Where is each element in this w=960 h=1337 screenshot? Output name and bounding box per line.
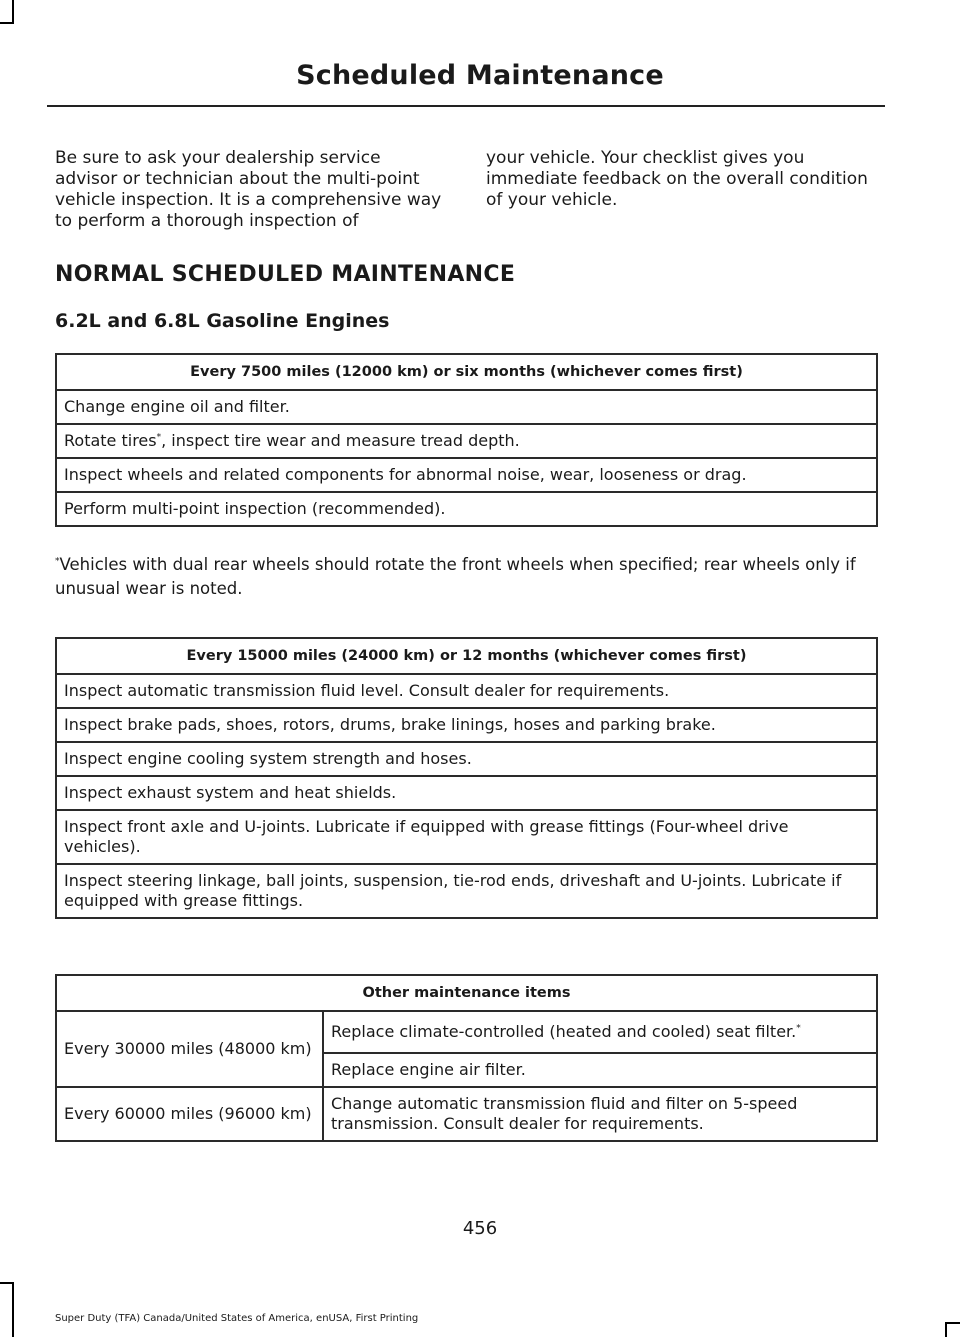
table-row: Inspect brake pads, shoes, rotors, drums, brake linings, hoses and parking brake. (56, 708, 877, 742)
table-15000-miles (55, 637, 878, 919)
interval-cell: Every 30000 miles (48000 km) (56, 1011, 323, 1087)
subsection-title: 6.2L and 6.8L Gasoline Engines (55, 310, 390, 332)
footnote-mark: * (55, 556, 60, 567)
footnote-mark: * (156, 432, 162, 443)
intro-text (55, 148, 877, 232)
table-row (323, 1011, 877, 1053)
header-divider (47, 105, 885, 107)
table-row: Inspect exhaust system and heat shields. (56, 776, 877, 810)
table-row: Inspect engine cooling system strength and hoses. (56, 742, 877, 776)
footer-text: Super Duty (TFA) Canada/United States of America, enUSA, First Printing (55, 1313, 419, 1324)
row-text: Replace climate-controlled (heated and cooled) seat filter. (331, 1022, 797, 1041)
table-header: Every 7500 miles (12000 km) or six months (whichever comes first) (56, 354, 877, 390)
crop-mark (0, 1282, 14, 1284)
intro-right-column: your vehicle. Your checklist gives you immediate feedback on the overall condition of your vehicle. (486, 148, 868, 210)
table-header: Every 15000 miles (24000 km) or 12 months (whichever comes first) (56, 638, 877, 674)
footnote-text: Vehicles with dual rear wheels should rotate the front wheels when specified; rear wheels only if unusual wear is noted. (55, 555, 856, 598)
intro-left-column: Be sure to ask your dealership service advisor or technician about the multi-point vehicle inspection. It is a comprehensive way to perform a thorough inspection of (55, 148, 442, 231)
table-row: Inspect steering linkage, ball joints, suspension, tie-rod ends, driveshaft and U-joints. Lubricate if equipped with grease fittings. (56, 864, 877, 918)
crop-mark (945, 1322, 947, 1337)
table-7500-miles (55, 353, 878, 527)
footnote (55, 553, 885, 601)
interval-cell: Every 60000 miles (96000 km) (56, 1087, 323, 1141)
table-row: Change engine oil and filter. (56, 390, 877, 424)
row-text: Rotate tires (64, 431, 157, 450)
crop-mark (12, 0, 14, 24)
footnote-mark: * (796, 1023, 801, 1034)
table-row: Inspect wheels and related components for abnormal noise, wear, looseness or drag. (56, 458, 877, 492)
crop-mark (12, 1282, 14, 1337)
row-text: , inspect tire wear and measure tread depth. (161, 431, 520, 450)
section-title: NORMAL SCHEDULED MAINTENANCE (55, 262, 516, 287)
page-title: Scheduled Maintenance (296, 60, 664, 91)
table-row: Change automatic transmission fluid and filter on 5-speed transmission. Consult dealer for requirements. (323, 1087, 877, 1141)
table-header: Other maintenance items (56, 975, 877, 1011)
table-other-maintenance (55, 974, 878, 1142)
table-row: Replace engine air filter. (323, 1053, 877, 1087)
table-row: Inspect automatic transmission fluid level. Consult dealer for requirements. (56, 674, 877, 708)
page-number: 456 (462, 1218, 498, 1239)
table-row: Inspect front axle and U-joints. Lubricate if equipped with grease fittings (Four-wheel drive vehicles). (56, 810, 877, 864)
crop-mark (0, 22, 14, 24)
table-row: Perform multi-point inspection (recommended). (56, 492, 877, 526)
table-row (56, 424, 877, 458)
crop-mark (945, 1322, 960, 1324)
